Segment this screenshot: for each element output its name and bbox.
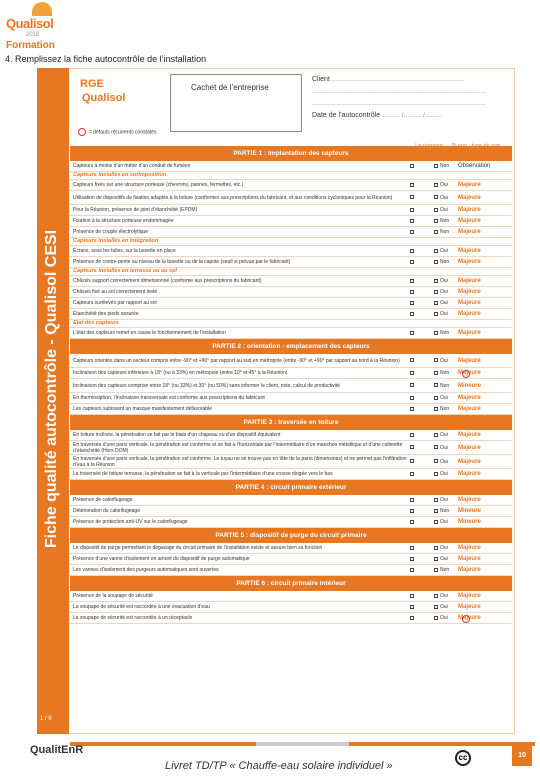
answer-value: Oui	[434, 556, 458, 562]
checklist-row	[70, 354, 512, 368]
checklist-row	[70, 506, 512, 517]
answer-value: Non	[434, 567, 458, 573]
answer-value: Oui	[434, 497, 458, 503]
nonconformity-type: Majeure	[458, 259, 481, 265]
checkbox-oui[interactable]	[410, 259, 434, 265]
sun-icon	[32, 2, 52, 16]
nonconformity-type: Majeure	[458, 229, 481, 235]
row-label: En traversée d’une paroi verticale, la pénétration est conforme et se fait à l’horizontale par l’intermédiaire d’un manchon métallique et d’une collerette d’étanchéité (Hors DOM)	[73, 441, 403, 454]
checkbox-oui[interactable]	[410, 383, 434, 389]
checkbox-oui[interactable]	[410, 182, 434, 188]
sidebar	[37, 68, 69, 734]
checklist-row	[70, 495, 512, 506]
cc-icon: cc	[455, 750, 471, 766]
checklist-row	[70, 441, 512, 455]
instruction-text: 4. Remplissez la fiche autocontrôle de l’installation	[5, 54, 207, 64]
checkbox-oui[interactable]	[410, 593, 434, 599]
row-label: Présence de la soupape de sécurité	[73, 593, 153, 599]
checkbox-oui[interactable]	[410, 604, 434, 610]
answer-value: Non	[434, 406, 458, 412]
part-header: PARTIE 4 : circuit primaire extérieur	[70, 480, 512, 495]
row-label: Présence d’une vanne d’isolement en amont du dispositif de purge automatique	[73, 556, 250, 562]
checklist-row	[70, 246, 512, 257]
checklist-row	[70, 517, 512, 528]
checkbox-oui[interactable]	[410, 615, 434, 621]
row-label: Utilisation de dispositifs de fixation adaptés à la toiture (conformes aux prescriptions du fabricant, et aux conditions cycloniques pour la Réunion)	[73, 194, 393, 201]
checklist-row	[70, 216, 512, 227]
row-label: Présence de calorifugeage	[73, 497, 133, 503]
checkbox-oui[interactable]	[410, 459, 434, 465]
answer-value: Oui	[434, 445, 458, 451]
checklist-row	[70, 393, 512, 404]
checkbox-oui[interactable]	[410, 395, 434, 401]
client-label: Client	[312, 76, 330, 83]
row-label: Châssis support correctement dimensionné (conforme aux prescriptions du fabricant)	[73, 278, 262, 284]
answer-value: Non	[434, 330, 458, 336]
nonconformity-type: Majeure	[458, 395, 481, 401]
row-label: Inclinaison des capteurs comprise entre 18° (ou 33%) et 30° (ou 50%) sans informer le client, note, calcul de productivité	[73, 382, 340, 389]
row-label: En traversée d’une paroi verticale, la pénétration est conforme. Le tuyau ne se trouve pas en tête de la paroi (dimensions) et ne permet pas l’infiltration d’eau à la Réunion	[73, 455, 407, 468]
nonconformity-type: Majeure	[458, 311, 481, 317]
nonconformity-type: Majeure	[458, 406, 481, 412]
answer-value: Oui	[434, 311, 458, 317]
part-header: PARTIE 1 : implantation des capteurs	[70, 146, 512, 161]
sheet-page-number: 1 / 6	[40, 716, 52, 722]
answer-value: Oui	[434, 593, 458, 599]
checklist-row	[70, 469, 512, 480]
part-header: PARTIE 5 : dispositif de purge du circuit primaire	[70, 528, 512, 543]
answer-value: Oui	[434, 519, 458, 525]
answer-value: Oui	[434, 604, 458, 610]
checklist-table	[70, 146, 512, 624]
nonconformity-type: Majeure	[458, 207, 481, 213]
row-label: En toiture inclinée, la pénétration se fait par le biais d’un chapeau ou d’un dispositif équivalent	[73, 432, 281, 438]
row-label: Présence de contre-pente au niveau de la bavette ou de la capote (seuil si prévue par le fabricant)	[73, 259, 291, 265]
row-label: Capteurs surélevés par rapport au sol	[73, 300, 157, 306]
footer-text: Livret TD/TP « Chauffe-eau solaire individuel »	[165, 760, 393, 772]
checkbox-oui[interactable]	[410, 358, 434, 364]
nonconformity-type: Majeure	[458, 218, 481, 224]
checkbox-oui[interactable]	[410, 497, 434, 503]
section-header: Capteurs installés en terrasse ou au sol	[70, 268, 512, 276]
row-label: Détérioration du calorifugeage	[73, 508, 140, 514]
answer-value: Non	[434, 259, 458, 265]
nonconformity-type: Majeure	[458, 289, 481, 295]
nonconformity-type: Majeure	[458, 545, 481, 551]
nonconformity-type: Majeure	[458, 567, 481, 573]
row-label: En thermosiphon, l’inclinaison transversale est conforme aux prescriptions du fabricant	[73, 395, 265, 401]
logo-subtitle: Formation	[6, 40, 55, 51]
row-label: Étanchéité des pieds assurée	[73, 311, 139, 317]
client-info: Client ………………………………………………………… …………………………………………………………………………… …………………………………………………………………………… Date de l’autocontrôle ……… /……… /………	[312, 76, 486, 119]
row-label: Pour la Réunion, présence de joint d’étanchéité (EPDM)	[73, 207, 198, 213]
row-label: L’état des capteurs remet en cause le fonctionnement de l’installation	[73, 330, 226, 336]
answer-value: Oui	[434, 207, 458, 213]
answer-value: Oui	[434, 545, 458, 551]
row-label: Les capteurs subissent un masque manifestement défavorable	[73, 406, 212, 412]
checkbox-oui[interactable]	[410, 248, 434, 254]
checklist-row	[70, 602, 512, 613]
row-label: Écrans, sous les tuiles, sur la bavette en place	[73, 248, 176, 254]
checklist-row	[70, 565, 512, 576]
answer-value: Oui	[434, 395, 458, 401]
answer-value: Oui	[434, 182, 458, 188]
nonconformity-type: Majeure	[458, 248, 481, 254]
row-label: La traversée de toiture terrasse, la pénétration se fait à la verticale par l’intermédiaire d’une crosse dirigée vers le bas	[73, 471, 333, 477]
answer-value: Oui	[434, 358, 458, 364]
checkbox-oui[interactable]	[410, 445, 434, 451]
nonconformity-type: Observation	[458, 163, 491, 169]
nonconformity-type: Mineure	[458, 508, 482, 514]
checkbox-oui[interactable]	[410, 163, 434, 169]
nonconformity-type: Majeure	[458, 370, 481, 376]
checkbox-oui[interactable]	[410, 471, 434, 477]
row-label: Les vannes d’isolement des purgeurs automatiques sont ouvertes	[73, 567, 219, 573]
checkbox-oui[interactable]	[410, 278, 434, 284]
checklist-row	[70, 368, 512, 379]
checklist-row	[70, 287, 512, 298]
answer-value: Oui	[434, 278, 458, 284]
checkbox-oui[interactable]	[410, 229, 434, 235]
answer-value: Oui	[434, 248, 458, 254]
nonconformity-type: Majeure	[458, 330, 481, 336]
section-header: Capteurs installés en surimposition	[70, 172, 512, 180]
page-number: 10	[512, 746, 532, 766]
checkbox-oui[interactable]	[410, 519, 434, 525]
row-label: Présence de couple électrolytique	[73, 229, 149, 235]
answer-value: Oui	[434, 459, 458, 465]
checklist-row	[70, 298, 512, 309]
checklist-row	[70, 613, 512, 624]
row-label: La soupape de sécurité est raccordée à un réceptacle	[73, 615, 193, 621]
checklist-row	[70, 191, 512, 205]
logo-year: 2018	[26, 32, 40, 38]
row-label: La soupape de sécurité est raccordée à une évacuation d’eau	[73, 604, 210, 610]
nonconformity-type: Majeure	[458, 182, 481, 188]
checklist-row	[70, 309, 512, 320]
checklist-row	[70, 543, 512, 554]
checkbox-oui[interactable]	[410, 218, 434, 224]
checkbox-oui[interactable]	[410, 432, 434, 438]
row-label: Fixation à la structure porteuse endommagée	[73, 218, 174, 224]
checklist-row	[70, 379, 512, 393]
checklist-row	[70, 205, 512, 216]
row-label: Le dispositif de purge permettant le dégazage du circuit primaire de l’installation existe et assure bien sa fonction	[73, 545, 323, 551]
checkbox-oui[interactable]	[410, 406, 434, 412]
answer-value: Oui	[434, 432, 458, 438]
answer-value: Oui	[434, 300, 458, 306]
checkbox-oui[interactable]	[410, 545, 434, 551]
answer-value: Oui	[434, 195, 458, 201]
checkbox-oui[interactable]	[410, 508, 434, 514]
nonconformity-type: Majeure	[458, 432, 481, 438]
row-label: Capteurs fixés sur une structure porteuse (chevrons, pannes, fermettes, etc.)	[73, 182, 244, 188]
checklist-row	[70, 328, 512, 339]
checkbox-oui[interactable]	[410, 556, 434, 562]
answer-value: Non	[434, 229, 458, 235]
nonconformity-type: Majeure	[458, 278, 481, 284]
nonconformity-type: Majeure	[458, 194, 481, 201]
nonconformity-type: Majeure	[458, 615, 481, 621]
row-label: Présence de protection anti-UV sur le calorifugeage	[73, 519, 188, 525]
checkbox-oui[interactable]	[410, 289, 434, 295]
checkbox-oui[interactable]	[410, 300, 434, 306]
nonconformity-type: Mineure	[458, 519, 482, 525]
checklist-row	[70, 276, 512, 287]
answer-value: Non	[434, 383, 458, 389]
qualisol-logo	[2, 2, 60, 50]
answer-value: Non	[434, 163, 458, 169]
nonconformity-type: Majeure	[458, 556, 481, 562]
answer-value: Oui	[434, 615, 458, 621]
company-stamp-box	[170, 74, 302, 132]
alert-icon	[78, 128, 86, 136]
checklist-row	[70, 227, 512, 238]
answer-value: Non	[434, 508, 458, 514]
date-label: Date de l’autocontrôle	[312, 112, 381, 119]
answer-value: Non	[434, 218, 458, 224]
rge-logo: RGE Qualisol	[80, 78, 126, 104]
part-header: PARTIE 3 : traversée en toiture	[70, 415, 512, 430]
checklist-row	[70, 257, 512, 268]
checklist-row	[70, 161, 512, 172]
row-label: Inclinaison des capteurs inférieure à 18° (ou à 33%) en métropole (entre 10° et 45° à la Réunion)	[73, 370, 288, 376]
nonconformity-type: Mineure	[458, 382, 482, 389]
part-header: PARTIE 2 : orientation - emplacement des capteurs	[70, 339, 512, 354]
checkbox-oui[interactable]	[410, 311, 434, 317]
nonconformity-type: Majeure	[458, 471, 481, 477]
nonconformity-type: Majeure	[458, 458, 481, 465]
checklist-row	[70, 430, 512, 441]
nonconformity-type: Majeure	[458, 444, 481, 451]
checkbox-oui[interactable]	[410, 195, 434, 201]
section-header: État des capteurs	[70, 320, 512, 328]
logo-brand: Qualisol	[6, 16, 54, 31]
legend: = défauts récurrents constatés	[78, 128, 156, 136]
alert-icon	[462, 615, 470, 623]
nonconformity-type: Majeure	[458, 300, 481, 306]
checkbox-oui[interactable]	[410, 330, 434, 336]
answer-value: Oui	[434, 471, 458, 477]
checklist-row	[70, 554, 512, 565]
stamp-label: Cachet de l’entreprise	[191, 83, 269, 92]
sidebar-title: Fiche qualité autocontrôle - Qualisol CESI	[43, 229, 60, 549]
row-label: Capteurs à moins d’un mètre d’un conduit de fumées	[73, 163, 191, 169]
nonconformity-type: Majeure	[458, 497, 481, 503]
answer-value: Non	[434, 370, 458, 376]
qualitenr-logo: QualitEnR	[30, 744, 84, 756]
footer	[0, 740, 540, 780]
checklist-row	[70, 404, 512, 415]
checkbox-oui[interactable]	[410, 370, 434, 376]
checklist-row	[70, 455, 512, 469]
nonconformity-type: Majeure	[458, 357, 481, 364]
checkbox-oui[interactable]	[410, 207, 434, 213]
checkbox-oui[interactable]	[410, 567, 434, 573]
row-label: Châssis fixé au sol correctement lesté	[73, 289, 158, 295]
nonconformity-type: Majeure	[458, 593, 481, 599]
row-label: Capteurs orientés dans un secteur compris entre -90° et +90° par rapport au sud en métropole (entre -90° et +90° par rapport au nord à la Réunion)	[73, 357, 400, 364]
alert-icon	[462, 370, 470, 378]
section-header: Capteurs installés en intégration	[70, 238, 512, 246]
nonconformity-type: Majeure	[458, 604, 481, 610]
answer-value: Oui	[434, 289, 458, 295]
checklist-row	[70, 180, 512, 191]
checklist-row	[70, 591, 512, 602]
part-header: PARTIE 6 : circuit primaire intérieur	[70, 576, 512, 591]
